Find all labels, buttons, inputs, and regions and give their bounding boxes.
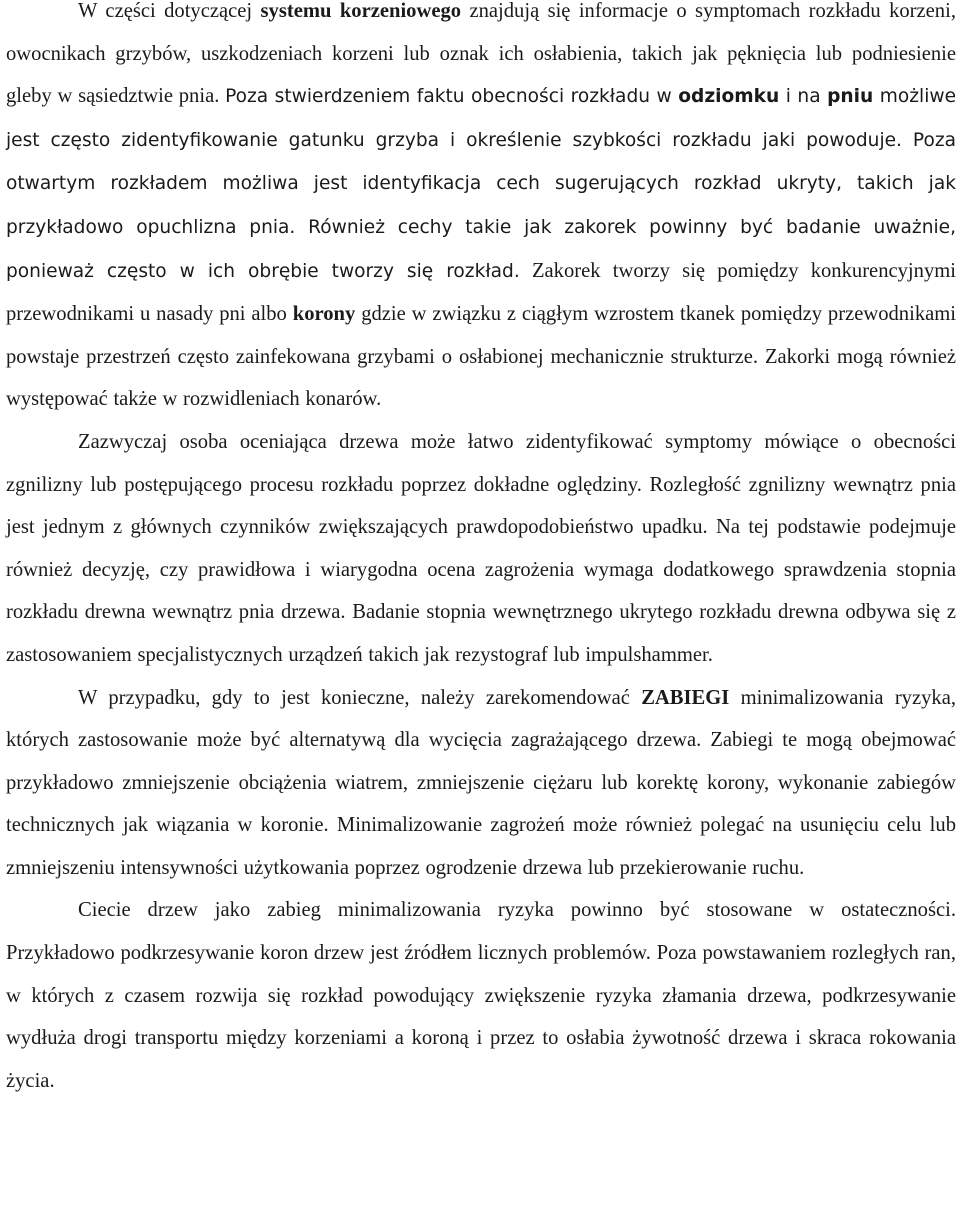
text-run: W części dotyczącej: [78, 0, 261, 22]
bold-term-treatments: ZABIEGI: [641, 686, 730, 709]
bold-term-trunk: pniu: [827, 86, 874, 108]
text-run: W przypadku, gdy to jest konieczne, należy zarekomendować: [78, 686, 642, 709]
sans-text-run: Poza stwierdzeniem faktu obecności rozkładu w: [225, 86, 679, 108]
text-run: znajdują się informacje o symptomach rozkładu korzeni, owocnikach grzybów, uszkodzeniach korzeni lub oznak ich osłabienia, takich jak pęknięcia lub podniesienie gleby w sąsiedztwie pnia.: [6, 0, 956, 108]
text-run: minimalizowania ryzyka, których zastosowanie może być alternatywą dla wycięcia zagrażającego drzewa. Zabiegi te mogą obejmować przykładowo zmniejszenie obciążenia wiatrem, zmniejszenie ciężaru lub korektę korony, wykonanie zabiegów technicznych jak wiązania w koronie. Minimalizowanie zagrożeń może również polegać na usunięciu celu lub zmniejszeniu intensywności użytkowania poprzez ogrodzenie drzewa lub przekierowanie ruchu.: [6, 686, 957, 879]
text-run: gdzie w związku z ciągłym wzrostem tkanek pomiędzy przewodnikami powstaje przestrzeń często zainfekowana grzybami o osłabionej mechanicznie strukturze. Zakorki mogą również występować także w rozwidleniach konarów.: [6, 303, 957, 411]
paragraph-mitigation: [6, 677, 956, 890]
bold-term-butt: odziomku: [678, 86, 780, 108]
paragraph-tree-cutting: [6, 889, 956, 1102]
sans-text-run: możliwe jest często zidentyfikowanie gatunku grzyba i określenie szybkości rozkładu jaki powoduje. Poza otwartym rozkładem możliwa jest identyfikacja cech sugerujących rozkład ukryty, takich jak przykładowo opuchlizna pnia. Również cechy takie jak zakorek powinny być badanie uważnie, ponieważ często w ich obrębie tworzy się rozkład.: [6, 86, 957, 282]
text-run: Zazwyczaj osoba oceniająca drzewa może łatwo zidentyfikować symptomy mówiące o obecności zgnilizny lub postępującego procesu rozkładu poprzez dokładne oględziny. Rozległość zgnilizny wewnątrz pnia jest jednym z głównych czynników zwiększających prawdopodobieństwo upadku. Na tej podstawie podejmuje również decyzję, czy prawidłowa i wiarygodna ocena zagrożenia wymaga dodatkowego sprawdzenia stopnia rozkładu drewna wewnątrz pnia drzewa. Badanie stopnia wewnętrznego ukrytego rozkładu drewna odbywa się z zastosowaniem specjalistycznych urządzeń takich jak rezystograf lub impulshammer.: [6, 430, 956, 666]
paragraph-root-system: [6, 0, 956, 421]
bold-term-root-system: systemu korzeniowego: [260, 0, 462, 22]
bold-term-crown: korony: [292, 303, 356, 326]
text-run: Ciecie drzew jako zabieg minimalizowania ryzyka powinno być stosowane w ostateczności. Przykładowo podkrzesywanie koron drzew jest źródłem licznych problemów. Poza powstawaniem rozległych ran, w których z czasem rozwija się rozkład powodujący zwiększenie ryzyka złamania drzewa, podkrzesywanie wydłuża drogi transportu między korzeniami a koroną i przez to osłabia żywotność drzewa i skraca rokowania życia.: [6, 899, 956, 1092]
text-run: Zakorek tworzy się pomiędzy konkurencyjnymi przewodnikami u nasady pni albo: [6, 259, 956, 326]
paragraph-decay-assessment: [6, 421, 956, 677]
sans-text-run: i na: [779, 86, 828, 108]
